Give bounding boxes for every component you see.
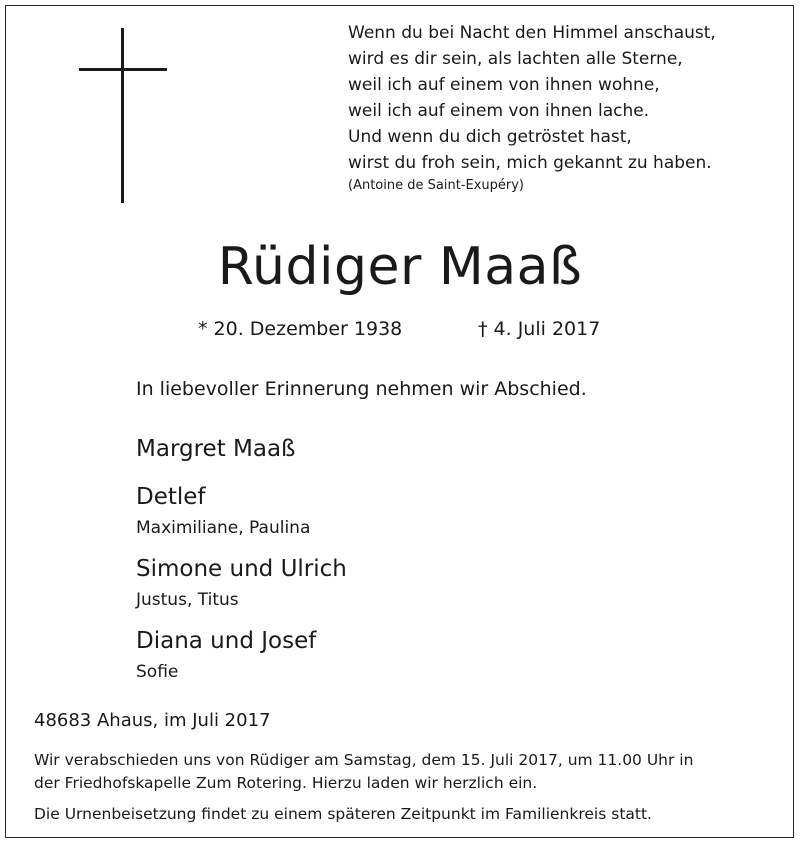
farewell-text: In liebevoller Erinnerung nehmen wir Abschied.	[136, 378, 587, 400]
poem-line: Wenn du bei Nacht den Himmel anschaust,	[348, 23, 716, 43]
family-member-children: Maximiliane, Paulina	[136, 518, 311, 538]
family-member-children: Sofie	[136, 662, 179, 682]
place-date: 48683 Ahaus, im Juli 2017	[34, 710, 271, 731]
poem-line: weil ich auf einem von ihnen lache.	[348, 101, 650, 121]
deceased-name: Rüdiger Maaß	[217, 237, 583, 297]
death-date: † 4. Juli 2017	[478, 318, 601, 340]
family-member-name: Diana und Josef	[136, 628, 317, 654]
burial-notice: Die Urnenbeisetzung findet zu einem späteren Zeitpunkt im Familienkreis statt.	[34, 805, 652, 823]
poem-line: weil ich auf einem von ihnen wohne,	[348, 75, 660, 95]
family-member-name: Margret Maaß	[136, 436, 296, 462]
service-notice: der Friedhofskapelle Zum Rotering. Hierzu laden wir herzlich ein.	[34, 774, 538, 792]
family-member-name: Detlef	[136, 484, 206, 510]
poem-line: wirst du froh sein, mich gekannt zu haben.	[348, 153, 712, 173]
poem-line: Und wenn du dich getröstet hast,	[348, 127, 632, 147]
birth-date: * 20. Dezember 1938	[198, 318, 403, 340]
poem-line: wird es dir sein, als lachten alle Sterne,	[348, 49, 683, 69]
service-notice: Wir verabschieden uns von Rüdiger am Samstag, dem 15. Juli 2017, um 11.00 Uhr in	[34, 751, 694, 769]
poem	[348, 20, 788, 176]
cross-horizontal-bar	[79, 68, 167, 71]
poem-author: (Antoine de Saint-Exupéry)	[348, 178, 524, 193]
family-member-children: Justus, Titus	[136, 590, 239, 610]
family-member-name: Simone und Ulrich	[136, 556, 347, 582]
cross-vertical-bar	[121, 28, 124, 203]
